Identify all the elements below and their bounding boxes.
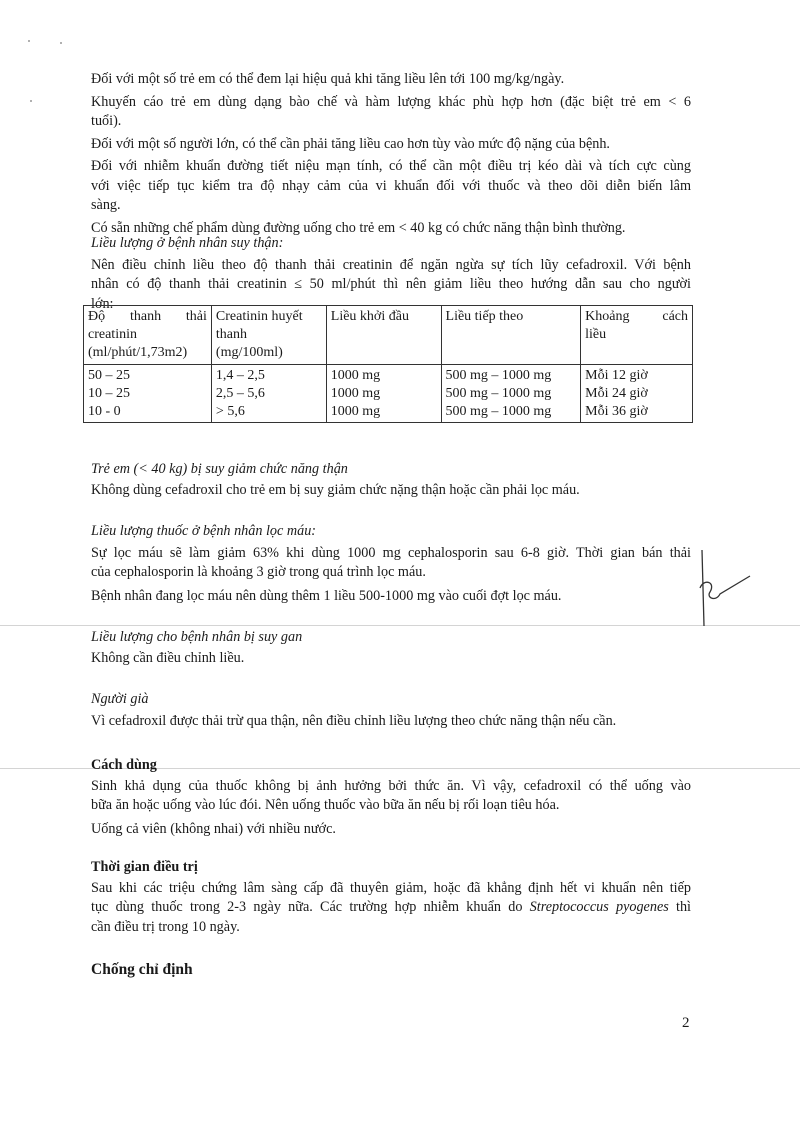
page-number: 2: [682, 1015, 690, 1031]
duration-paragraph: [91, 879, 691, 938]
duration-paragraph-line-2: [91, 898, 691, 918]
duration-section: [91, 858, 691, 937]
child-renal-heading: Trẻ em (< 40 kg) bị suy giảm chức năng thận: [91, 461, 348, 477]
header-cell-subsequent-dose: [441, 306, 581, 365]
header-text: Creatinin huyết: [215, 309, 303, 324]
intro-paragraph-4-line-3: sàng.: [91, 197, 121, 213]
table-cell: 1000 mg: [326, 365, 441, 386]
renal-section: [91, 234, 691, 314]
intro-section: [91, 70, 691, 238]
usage-paragraph-1: [91, 777, 691, 816]
intro-paragraph-4-line-1: Đối với nhiễm khuẩn đường tiết niệu mạn tính, có thể cần một điều trị kéo dài và tích cực cùng: [91, 158, 691, 174]
header-text: Liều khởi đầu: [330, 309, 409, 324]
contra-heading: Chống chỉ định: [91, 961, 193, 978]
header-text: (mg/100ml): [215, 345, 283, 360]
header-text: thanh: [215, 327, 248, 342]
table-row: [84, 385, 693, 403]
table-cell: 1000 mg: [326, 385, 441, 403]
table-cell: 2,5 – 5,6: [211, 385, 326, 403]
child-renal-text: Không dùng cefadroxil cho trẻ em bị suy giảm chức nặng thận hoặc cần phải lọc máu.: [91, 481, 580, 498]
scan-line: [0, 625, 800, 626]
organism-name: Streptococcus pyogenes: [529, 899, 669, 915]
table-cell: > 5,6: [211, 403, 326, 423]
duration-heading: Thời gian điều trị: [91, 859, 198, 875]
table-row: [84, 365, 693, 386]
duration-text: tục dùng thuốc trong 2-3 ngày nữa. Các trường hợp nhiễm khuẩn do: [91, 899, 530, 915]
intro-paragraph-4-line-2: với việc tiếp tục kiểm tra độ nhạy cảm của vi khuẩn đối với thuốc và theo dõi diễn biến lâm: [91, 177, 691, 194]
child-renal-section: [91, 460, 691, 500]
header-cell-initial-dose: [326, 306, 441, 365]
table-cell: 50 – 25: [84, 365, 212, 386]
table-cell: Mỗi 24 giờ: [581, 385, 693, 403]
liver-text: Không cần điều chỉnh liều.: [91, 649, 245, 666]
intro-paragraph-2-line-2: tuổi).: [91, 113, 122, 129]
table-cell: 500 mg – 1000 mg: [441, 365, 581, 386]
renal-heading: Liều lượng ở bệnh nhân suy thận:: [91, 235, 284, 251]
duration-paragraph-line-3: cần điều trị trong 10 ngày.: [91, 918, 240, 935]
header-cell-serum-creatinine: [211, 306, 326, 365]
header-text: liều: [585, 327, 607, 342]
dialysis-paragraph-1-line-2: của cephalosporin là khoảng 3 giờ trong quá trình lọc máu.: [91, 564, 426, 580]
usage-section: [91, 756, 691, 839]
table-cell: 500 mg – 1000 mg: [441, 403, 581, 423]
header-text: Độ thanh thải: [88, 309, 207, 324]
scan-dot: [28, 40, 30, 42]
header-cell-interval: [581, 306, 693, 365]
header-text: Khoảng cách: [585, 309, 688, 324]
table-cell: Mỗi 36 giờ: [581, 403, 693, 423]
usage-paragraph-2: Uống cả viên (không nhai) với nhiều nước.: [91, 820, 336, 837]
usage-paragraph-1-line-2: bữa ăn hoặc uống vào lúc đói. Nên uống thuốc vào bữa ăn nếu bị rối loạn tiêu hóa.: [91, 797, 560, 813]
renal-paragraph-line-1: Nên điều chỉnh liều theo độ thanh thải creatinin để ngăn ngừa sự tích lũy cefadroxil. Với bệnh: [91, 256, 691, 273]
table-cell: 500 mg – 1000 mg: [441, 385, 581, 403]
dialysis-paragraph-2: Bệnh nhân đang lọc máu nên dùng thêm 1 liều 500-1000 mg vào cuối đợt lọc máu.: [91, 587, 562, 604]
usage-heading: Cách dùng: [91, 757, 157, 773]
intro-paragraph-3: Đối với một số người lớn, có thể cần phải tăng liều cao hơn tùy vào mức độ nặng của bệnh.: [91, 135, 610, 152]
duration-paragraph-line-1: Sau khi các triệu chứng lâm sàng cấp đã thuyên giảm, hoặc đã khẳng định hết vi khuẩn nên tiếp: [91, 879, 691, 896]
table-cell: 1,4 – 2,5: [211, 365, 326, 386]
renal-paragraph-line-3: lớn:: [91, 295, 114, 312]
dialysis-heading: Liều lượng thuốc ở bệnh nhân lọc máu:: [91, 523, 317, 539]
elderly-text: Vì cefadroxil được thải trừ qua thận, nên điều chỉnh liều lượng theo chức năng thận nếu cần.: [91, 712, 617, 729]
header-text: creatinin: [88, 327, 137, 342]
contra-section: [91, 960, 691, 980]
intro-paragraph-2: [91, 93, 691, 132]
elderly-section: [91, 690, 691, 731]
renal-dose-table: [83, 305, 693, 423]
header-text: (ml/phút/1,73m2): [88, 345, 188, 360]
intro-paragraph-1: Đối với một số trẻ em có thể đem lại hiệu quả khi tăng liều lên tới 100 mg/kg/ngày.: [91, 71, 565, 87]
table-cell: 1000 mg: [326, 403, 441, 423]
header-cell-clearance: [84, 306, 212, 365]
dialysis-paragraph-1: [91, 544, 691, 583]
intro-paragraph-2-line-1: Khuyến cáo trẻ em dùng dạng bào chế và hàm lượng khác phù hợp hơn (đặc biệt trẻ em < 6: [91, 93, 691, 110]
usage-paragraph-1-line-1: Sinh khả dụng của thuốc không bị ảnh hưởng bởi thức ăn. Vì vậy, cefadroxil có thể uống vào: [91, 777, 691, 794]
elderly-heading: Người già: [91, 691, 149, 707]
table-row: [84, 403, 693, 423]
dialysis-paragraph-1-line-1: Sự lọc máu sẽ làm giảm 63% khi dùng 1000 mg cephalosporin sau 6-8 giờ. Thời gian bán thải: [91, 544, 691, 561]
table-cell: 10 - 0: [84, 403, 212, 423]
handwritten-signature: [690, 548, 760, 628]
scan-dot: [30, 100, 32, 102]
intro-paragraph-5: Có sẵn những chế phẩm dùng đường uống cho trẻ em < 40 kg có chức năng thận bình thường.: [91, 219, 626, 236]
table-cell: Mỗi 12 giờ: [581, 365, 693, 386]
duration-text: thì: [668, 899, 691, 915]
table-header-row: [84, 306, 693, 365]
header-text: Liều tiếp theo: [445, 309, 524, 324]
scan-dot: [60, 42, 62, 44]
liver-section: [91, 628, 691, 668]
table-cell: 10 – 25: [84, 385, 212, 403]
dialysis-section: [91, 522, 691, 606]
intro-paragraph-4: [91, 157, 691, 216]
renal-paragraph-line-2: nhân có độ thanh thải creatinin ≤ 50 ml/phút thì nên giảm liều theo hướng dẫn sau cho người: [91, 276, 691, 292]
liver-heading: Liều lượng cho bệnh nhân bị suy gan: [91, 629, 303, 645]
